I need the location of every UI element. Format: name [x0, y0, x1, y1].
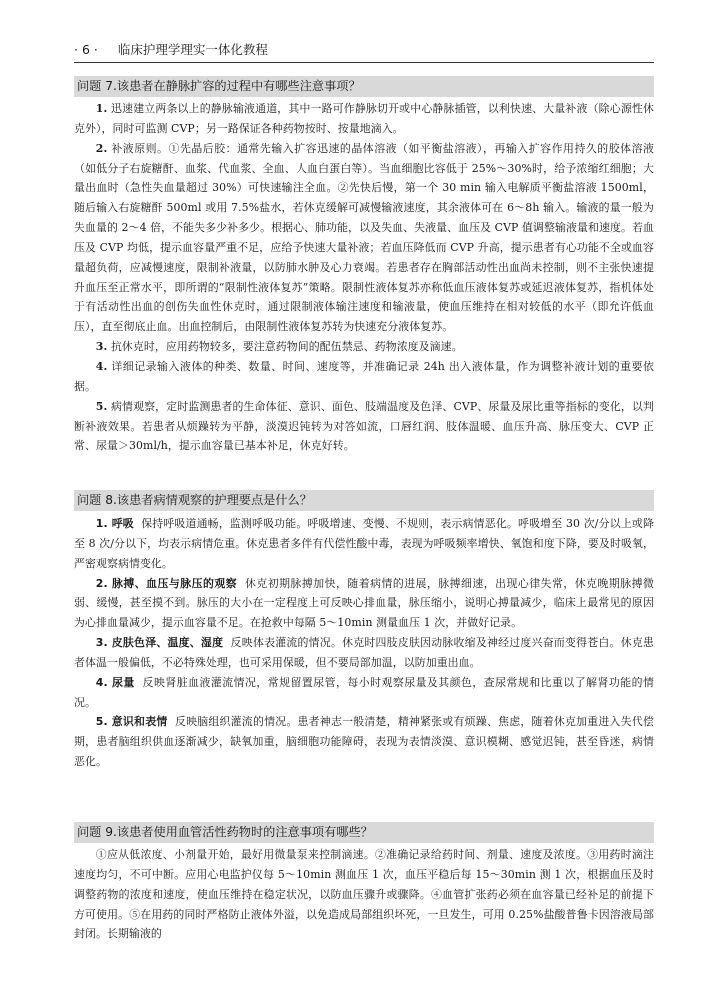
running-header — [74, 40, 654, 60]
list-item: 4. 详细记录输入液体的种类、数量、时间、速度等，并准确记录 24h 出入液体量，作为调整补液计划的重要依据。 — [74, 359, 654, 393]
question-8-title: 问题 8.该患者病情观察的护理要点是什么？ — [74, 490, 654, 511]
list-item: 1. 呼吸 保持呼吸道通畅，监测呼吸功能。呼吸增速、变慢、不规则，表示病情恶化。呼吸增至 30 次/分以上或降至 8 次/分以下，均表示病情危重。休克患者多伴有代偿性酸中毒，表现为呼吸频率增快、氧饱和度下降，要及时吸氧，严密观察病情变化。 — [74, 517, 654, 570]
item-heading: 尿量 — [112, 675, 135, 689]
question-8-body — [74, 514, 654, 772]
list-item: 2. 脉搏、血压与脉压的观察 休克初期脉搏加快，随着病情的进展，脉搏细速，出现心律失常，休克晚期脉搏微弱、缓慢，甚至摸不到。脉压的大小在一定程度上可反映心排血量，脉压缩小，说明心搏量减少，临床上最常见的原因为心排血量减少，提示血容量不足。在抢救中每隔 5～10min 测量血压 1 次，并做好记录。 — [74, 576, 654, 630]
question-9-title: 问题 9.该患者使用血管活性药物时的注意事项有哪些？ — [74, 822, 654, 843]
book-title: 临床护理学理实一体化教程 — [117, 42, 268, 57]
item-heading: 皮肤色泽、温度、湿度 — [111, 636, 224, 650]
question-7-title: 问题 7.该患者在静脉扩容的过程中有哪些注意事项？ — [74, 76, 654, 97]
item-heading: 呼吸 — [111, 517, 134, 530]
book-page — [74, 0, 654, 983]
list-item: 2. 补液原则。①先晶后胶：通常先输入扩容迅速的晶体溶液（如平衡盐溶液），再输入扩容作用持久的胶体溶液（如低分子右旋糖酐、血浆、代血浆、全血、人血白蛋白等）。当血细胞比容低于 25%～30%时，给予浓缩红细胞；大量出血时（急性失血量超过 30%）可快速输注全血。②先快后慢，第一个 30 min 输入电解质平衡盐溶液 1500ml，随后输入右旋糖酐 500ml 或用 7.5%盐水，若休克缓解可减慢输液速度，其余液体可在 6～8h 输入。输液的量一般为失血量的 2～4 倍，不能失多少补多少。根据心、肺功能，以及失血、失液量、血压及 CVP 值调整输液量和速度。若血压及 CVP 均低，提示血容量严重不足，应给予快速大量补液；若血压降低而 CVP 升高，提示患者有心功能不全或血容量超负荷，应减慢速度，限制补液量，以防肺水肿及心力衰竭。若患者存在胸部活动性出血尚未控制，则不主张快速提升血压至正常水平，即所谓的“限制性液体复苏”策略。限制性液体复苏亦称低血压液体复苏或延迟液体复苏，指机体处于有活动性出血的创伤失血性休克时，通过限制液体输注速度和输液量，使血压维持在相对较低的水平（即允许低血压），直至彻底止血。出血控制后，由限制性液体复苏转为快速充分液体复苏。 — [74, 141, 654, 334]
question-9-body — [74, 845, 654, 944]
question-7-body — [74, 99, 654, 456]
header-rule — [74, 62, 654, 63]
list-item: 1. 迅速建立两条以上的静脉输液通道，其中一路可作静脉切开或中心静脉插管，以利快速、大量补液（除心源性休克外），同时可监测 CVP；另一路保证各种药物按时、按量地滴入。 — [74, 102, 654, 135]
list-item: 5. 意识和表情 反映脑组织灌流的情况。患者神志一般清楚，精神紧张或有烦躁、焦虑，随着休克加重进入失代偿期，患者脑组织供血逐渐减少，缺氧加重，脑细胞功能障碍，表现为表情淡漠、意识模糊、感觉迟钝，甚至昏迷，病情恶化。 — [74, 715, 654, 769]
list-item: 5. 病情观察，定时监测患者的生命体征、意识、面色、肢端温度及色泽、CVP、尿量及尿比重等指标的变化，以判断补液效果。若患者从烦躁转为平静，淡漠迟钝转为对答如流，口唇红润、肢体温暖、血压升高、脉压变大、CVP 正常、尿量＞30ml/h，提示血容量已基本补足，休克好转。 — [74, 399, 655, 453]
paragraph: ①应从低浓度、小剂量开始，最好用微量泵来控制滴速。②准确记录给药时间、剂量、速度及浓度。③用药时滴注速度均匀，不可中断。应用心电监护仪每 5～10min 测血压 1 次，血压平稳后每 15～30min 测 1 次，根据血压及时调整药物的浓度和速度，使血压维持在稳定状况，以防血压骤升或骤降。④血管扩张药必须在血容量已经补足的前提下方可使用。⑤在用药的同时严格防止液体外溢，以免造成局部组织坏死，一旦发生，可用 0.25%盐酸普鲁卡因溶液局部封闭。长期输液的 — [74, 848, 654, 941]
page-number: · 6 · — [74, 42, 98, 57]
list-item: 3. 皮肤色泽、温度、湿度 反映体表灌流的情况。休克时四肢皮肤因动脉收缩及神经过度兴奋而变得苍白。休克患者体温一般偏低，不必特殊处理，也可采用保暖，但不要局部加温，以防加重出血。 — [74, 636, 654, 669]
item-heading: 意识和表情 — [111, 715, 168, 729]
item-heading: 脉搏、血压与脉压的观察 — [112, 576, 238, 590]
list-item: 4. 尿量 反映肾脏血液灌流情况，常规留置尿管，每小时观察尿量及其颜色，查尿常规和比重以了解肾功能的情况。 — [74, 675, 654, 709]
list-item: 3. 抗休克时，应用药物较多，要注意药物间的配伍禁忌、药物浓度及滴速。 — [95, 340, 463, 354]
